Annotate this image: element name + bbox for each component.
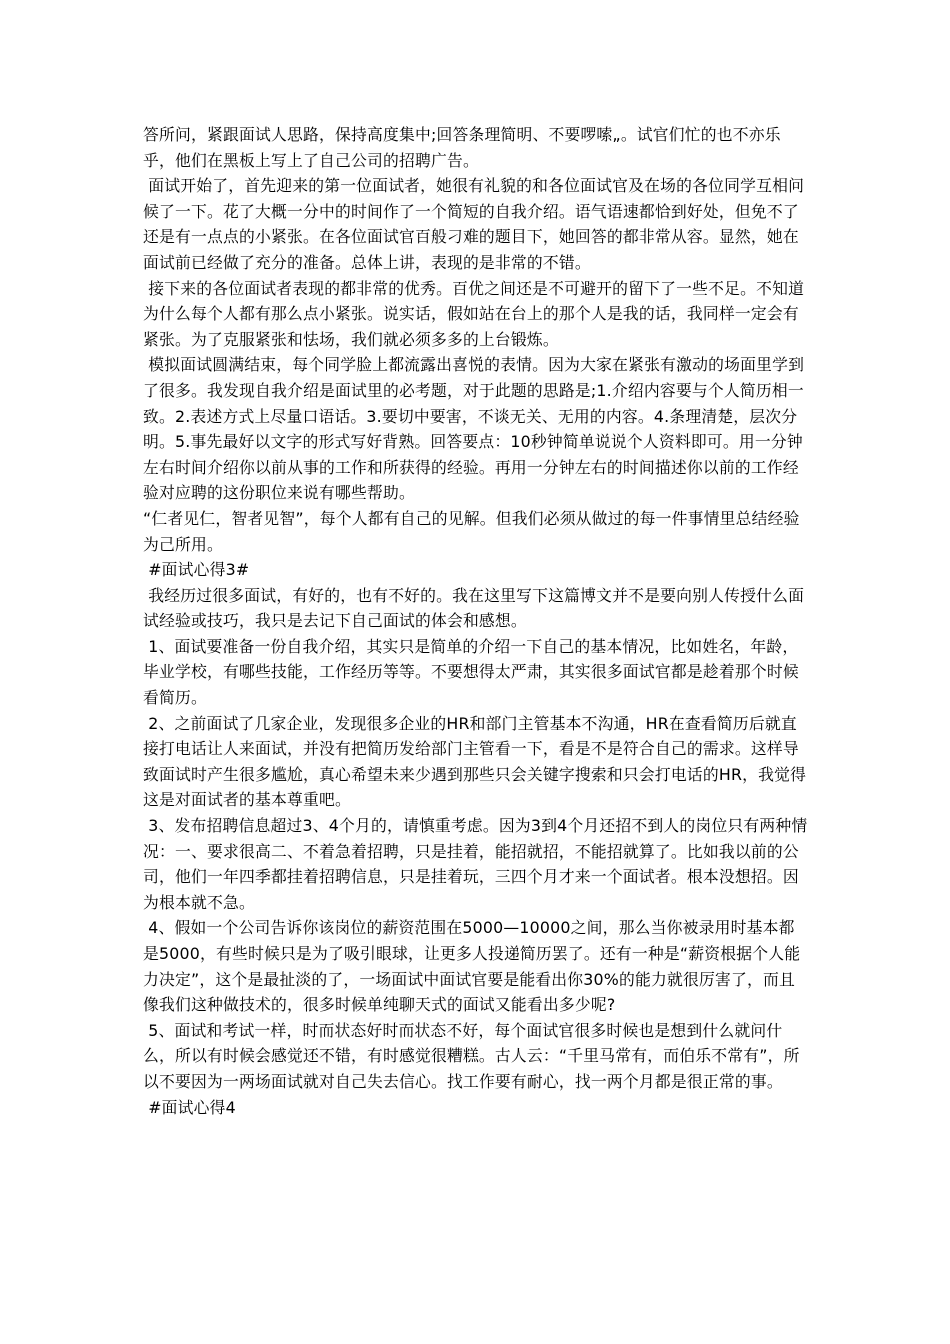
paragraph-5: “仁者见仁，智者见智”，每个人都有自己的见解。但我们必须从做过的每一件事情里总结经验为己所用。 — [143, 508, 800, 554]
list-item-2: 2、之前面试了几家企业，发现很多企业的HR和部门主管基本不沟通，HR在查看简历后就直接打电话让人来面试，并没有把简历发给部门主管看一下，看是不是符合自己的需求。这样导致面试时产生很多尴尬，真心希望未来少遇到那些只会关键字搜索和只会打电话的HR，我觉得这是对面试者的基本尊重吧。 — [143, 713, 807, 810]
paragraph-2: 面试开始了，首先迎来的第一位面试者，她很有礼貌的和各位面试官及在场的各位同学互相问候了一下。花了大概一分中的时间作了一个简短的自我介绍。语气语速都恰到好处，但免不了还是有一点点的小紧张。在各位面试官百般刁难的题目下，她回答的都非常从容。显然，她在面试前已经做了充分的准备。总体上讲，表现的是非常的不错。 — [143, 176, 805, 272]
section-heading-3: #面试心得3# — [143, 560, 250, 580]
paragraph-3: 接下来的各位面试者表现的都非常的优秀。百优之间还是不可避开的留下了一些不足。不知道为什么每个人都有那么点小紧张。说实话，假如站在台上的那个人是我的话，我同样一定会有紧张。为了克服紧张和怯场，我们就必须多多的上台锻炼。 — [143, 278, 805, 349]
paragraph-4: 模拟面试圆满结束，每个同学脸上都流露出喜悦的表情。因为大家在紧张有激动的场面里学到了很多。我发现自我介绍是面试里的必考题，对于此题的思路是;1.介绍内容要与个人简历相一致。2.表述方式上尽量口语话。3.要切中要害，不谈无关、无用的内容。4.条理清楚，层次分明。5.事先最好以文字的形式写好背熟。回答要点：10秒钟简单说说个人资料即可。用一分钟左右时间介绍你以前从事的工作和所获得的经验。再用一分钟左右的时间描述你以前的工作经验对应聘的这份职位来说有哪些帮助。 — [143, 355, 805, 503]
list-item-3: 3、发布招聘信息超过3、4个月的，请慎重考虑。因为3到4个月还招不到人的岗位只有两种情况：一、要求很高二、不着急着招聘，只是挂着，能招就招，不能招就算了。比如我以前的公司，他们一年四季都挂着招聘信息，只是挂着玩，三四个月才来一个面试者。根本没想招。因为根本就不急。 — [143, 816, 808, 912]
list-item-1: 1、面试要准备一份自我介绍，其实只是简单的介绍一下自己的基本情况，比如姓名，年龄，毕业学校，有哪些技能，工作经历等等。不要想得太严肃，其实很多面试官都是趁着那个时候看简历。 — [143, 636, 799, 708]
section-heading-4: #面试心得4 — [143, 1097, 236, 1117]
paragraph-1: 答所问，紧跟面试人思路，保持高度集中;回答条理简明、不要啰嗦„。试官们忙的也不亦乐乎，他们在黑板上写上了自己公司的招聘广告。 — [143, 125, 781, 170]
document-body — [143, 122, 808, 1120]
paragraph-6: 我经历过很多面试，有好的，也有不好的。我在这里写下这篇博文并不是要向别人传授什么面试经验或技巧，我只是去记下自己面试的体会和感想。 — [143, 585, 805, 631]
list-item-4: 4、假如一个公司告诉你该岗位的薪资范围在5000—10000之间，那么当你被录用时基本都是5000，有些时候只是为了吸引眼球，让更多人投递简历罢了。还有一种是“薪资根据个人能力决定”，这个是最扯淡的了，一场面试中面试官要是能看出你30%的能力就很厉害了，而且像我们这种做技术的，很多时候单纯聊天式的面试又能看出多少呢? — [143, 918, 801, 1015]
list-item-5: 5、面试和考试一样，时而状态好时而状态不好，每个面试官很多时候也是想到什么就问什么，所以有时候会感觉还不错，有时感觉很糟糕。古人云：“千里马常有，而伯乐不常有”，所以不要因为一两场面试就对自己失去信心。找工作要有耐心，找一两个月都是很正常的事。 — [143, 1020, 800, 1091]
